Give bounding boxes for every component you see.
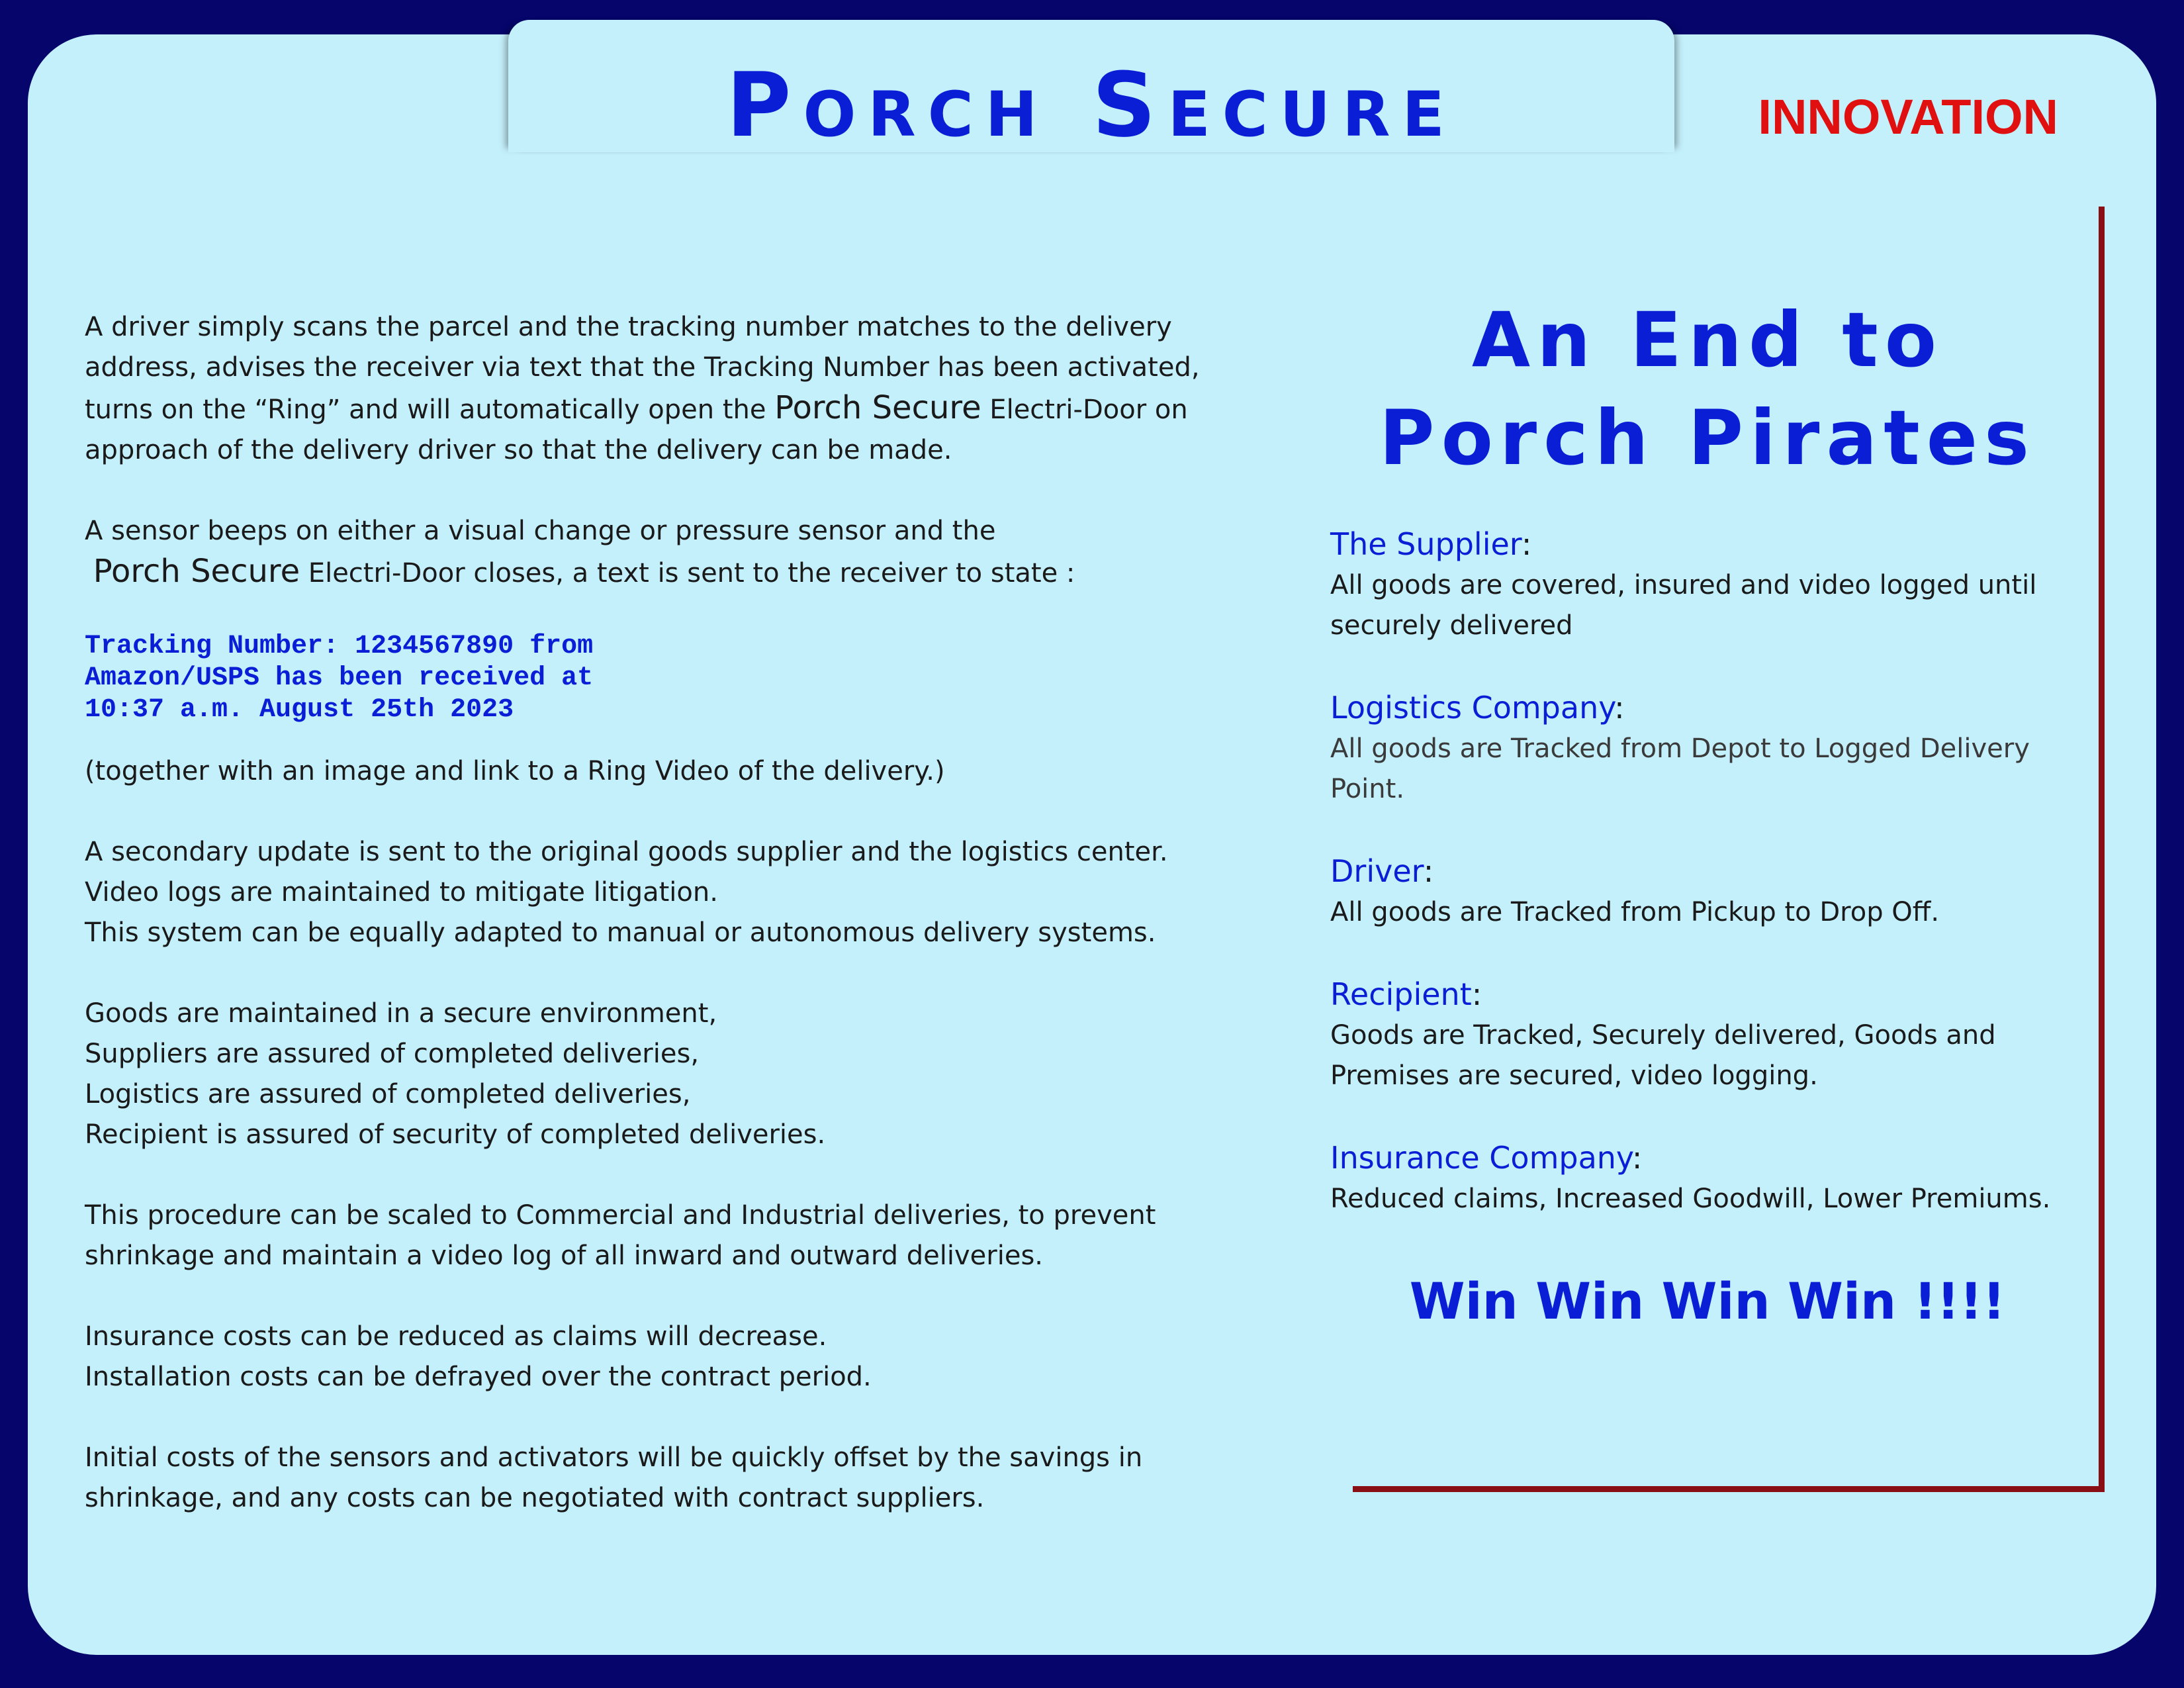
role-name: Recipient	[1330, 976, 1472, 1012]
paragraph-text: Electri-Door on approach of the delivery driver so that the delivery can be made.	[85, 395, 1188, 465]
paragraph-sensor	[85, 511, 1276, 594]
paragraph-assurances	[85, 994, 1276, 1155]
role-name: The Supplier	[1330, 526, 1522, 562]
brand-name: Porch Secure	[774, 389, 981, 426]
role-heading	[1330, 1137, 2085, 1179]
role-description: All goods are covered, insured and video logged until securely delivered	[1330, 570, 2037, 641]
win-tagline: Win Win Win Win !!!!	[1409, 1272, 2006, 1331]
paragraph-line: Suppliers are assured of completed deliveries,	[85, 1039, 700, 1069]
role-colon: :	[1631, 1140, 1643, 1176]
paragraph-scaling: This procedure can be scaled to Commercial and Industrial deliveries, to prevent shrinkage and maintain a video log of all inward and outward deliveries.	[85, 1200, 1156, 1271]
role-description: Goods are Tracked, Securely delivered, Goods and Premises are secured, video logging.	[1330, 1020, 1996, 1091]
paragraph-text: Electri-Door closes, a text is sent to the receiver to state :	[300, 558, 1075, 588]
paragraph-line: This system can be equally adapted to manual or autonomous delivery systems.	[85, 917, 1156, 948]
role-name: Logistics Company	[1330, 690, 1615, 726]
role-description: Reduced claims, Increased Goodwill, Lower Premiums.	[1330, 1184, 2051, 1214]
page-title: Porch Secure	[726, 54, 1457, 157]
paragraph-text: A sensor beeps on either a visual change or pressure sensor and the	[85, 516, 996, 546]
hero-line: An End to	[1471, 296, 1944, 384]
role-name: Insurance Company	[1330, 1140, 1632, 1176]
role-heading	[1330, 850, 2085, 892]
role-description: All goods are Tracked from Pickup to Drop Off.	[1330, 897, 1940, 927]
paragraph-line: A secondary update is sent to the original goods supplier and the logistics center.	[85, 837, 1168, 867]
paragraph-offset: Initial costs of the sensors and activators will be quickly offset by the savings in shrinkage, and any costs can be negotiated with contract suppliers.	[85, 1442, 1143, 1513]
paragraph-secondary-update	[85, 832, 1276, 953]
role-colon: :	[1521, 526, 1532, 562]
paragraph-line: Installation costs can be defrayed over the contract period.	[85, 1362, 872, 1392]
sms-line: 10:37 a.m. August 25th 2023	[85, 695, 514, 725]
title-tab	[508, 20, 1674, 157]
benefits-column	[1330, 291, 2085, 1331]
description-column	[85, 307, 1276, 1519]
brand-name: Porch Secure	[93, 553, 300, 590]
paragraph-line: Recipient is assured of security of completed deliveries.	[85, 1119, 826, 1150]
role-name: Driver	[1330, 853, 1424, 889]
hero-heading	[1330, 291, 2085, 487]
paragraph-line: Video logs are maintained to mitigate litigation.	[85, 877, 718, 908]
paragraph-line: Logistics are assured of completed deliveries,	[85, 1079, 691, 1109]
sms-line: Tracking Number: 1234567890 from	[85, 632, 594, 661]
paragraph-text: A driver simply scans the parcel and the tracking number matches to the delivery address, advises the receiver via text that the Tracking Number has been activated, turns on the “Ring” and will automatically open the	[85, 312, 1200, 425]
paragraph-line: Goods are maintained in a secure environment,	[85, 998, 717, 1029]
sms-line: Amazon/USPS has been received at	[85, 663, 594, 693]
paragraph-image-note: (together with an image and link to a Ring Video of the delivery.)	[85, 756, 945, 786]
paragraph-scan	[85, 307, 1276, 471]
role-heading	[1330, 523, 2085, 565]
role-colon: :	[1614, 690, 1625, 726]
role-colon: :	[1471, 976, 1482, 1012]
hero-line: Porch Pirates	[1379, 394, 2036, 482]
innovation-label: INNOVATION	[1758, 89, 2058, 144]
sms-message	[85, 631, 1276, 726]
paragraph-costs	[85, 1317, 1276, 1397]
role-heading	[1330, 686, 2085, 729]
paragraph-line: Insurance costs can be reduced as claims will decrease.	[85, 1321, 827, 1352]
role-description: All goods are Tracked from Depot to Logged Delivery Point.	[1330, 733, 2030, 804]
role-heading	[1330, 973, 2085, 1015]
role-colon: :	[1423, 853, 1434, 889]
